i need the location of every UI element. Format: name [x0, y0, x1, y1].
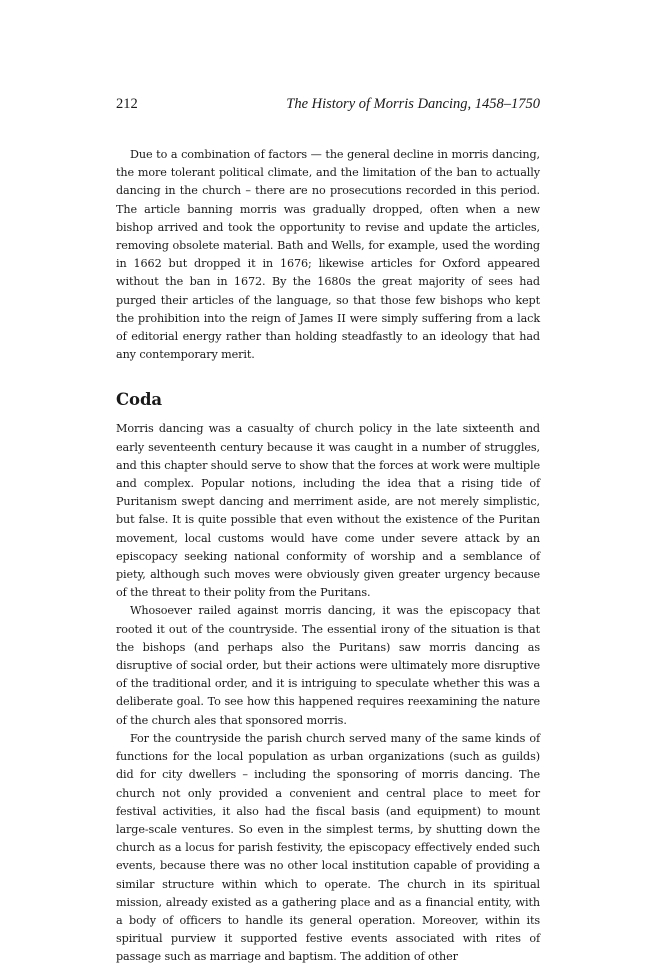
paragraph: For the countryside the parish church served many of the same kinds of functions for the local population as urban organizations (such as guilds) did for city dwellers – including the sponsoring of morris dancing. The church not only provided a convenient and central place to meet for festival activities, it also had the fiscal basis (and equipment) to mount large-scale ventures. So even in the simplest terms, by shutting down the church as a locus for parish festivity, the episcopacy effectively ended such events, because there was no other local institution capable of providing a similar structure within which to operate. The church in its spiritual mission, already existed as a gathering place and as a financial entity, with a body of officers to handle its general operation. Moreover, within its spiritual purview it supported festive events associated with rites of passage such as marriage and baptism. The addition of other	[116, 731, 540, 964]
running-title: The History of Morris Dancing, 1458–1750	[286, 96, 540, 112]
section-heading: Coda	[116, 390, 162, 410]
paragraph: Due to a combination of factors — the general decline in morris dancing, the more tolerant political climate, and the limitation of the ban to actually dancing in the church – there are no prosecutions recorded in this period. The article banning morris was gradually dropped, often when a new bishop arrived and took the opportunity to revise and update the articles, removing obsolete material. Bath and Wells, for example, used the wording in 1662 but dropped it in 1676; likewise articles for Oxford appeared without the ban in 1672. By the 1680s the great majority of sees had purged their articles of the language, so that those few bishops who kept the prohibition into the reign of James II were simply suffering from a lack of editorial energy rather than holding steadfastly to an ideology that had any contemporary merit.	[116, 148, 540, 362]
body-text	[116, 146, 540, 967]
paragraph: Morris dancing was a casualty of church policy in the late sixteenth and early seventeenth century because it was caught in a number of struggles, and this chapter should serve to show that the forces at work were multiple and complex. Popular notions, including the idea that a rising tide of Puritanism swept dancing and merriment aside, are not merely simplistic, but false. It is quite possible that even without the existence of the Puritan movement, local customs would have come under severe attack by an episcopacy seeking national conformity of worship and a semblance of piety, although such moves were obviously given greater urgency because of the threat to their polity from the Puritans.	[116, 422, 540, 600]
running-head	[116, 96, 540, 118]
paragraph: Whosoever railed against morris dancing, it was the episcopacy that rooted it out of the countryside. The essential irony of the situation is that the bishops (and perhaps also the Puritans) saw morris dancing as disruptive of social order, but their actions were ultimately more disruptive of the traditional order, and it is intriguing to speculate whether this was a deliberate goal. To see how this happened requires reexamining the nature of the church ales that sponsored morris.	[116, 604, 540, 727]
book-page	[116, 96, 540, 967]
page-number: 212	[116, 96, 138, 112]
